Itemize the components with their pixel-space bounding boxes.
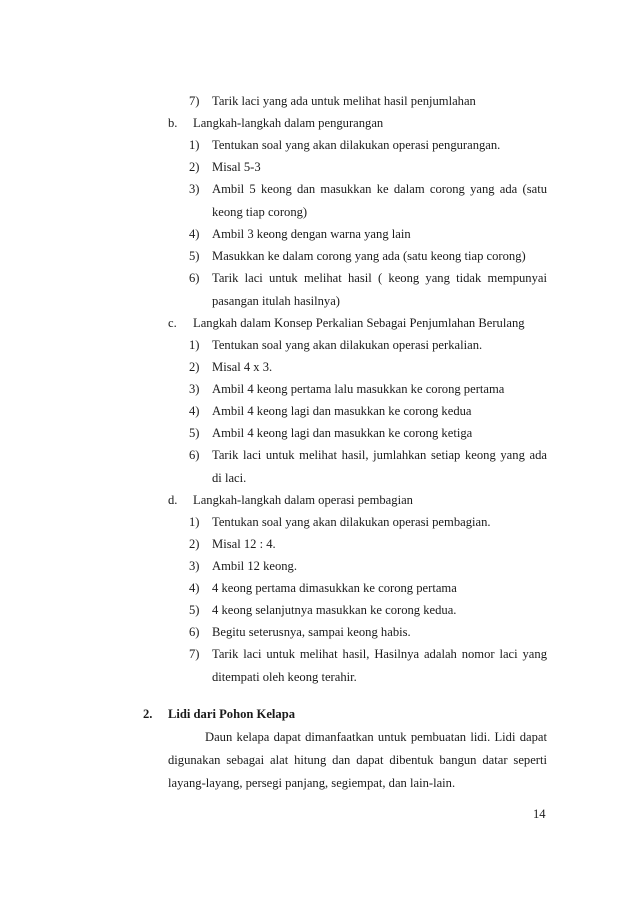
list-number: 4) [189,227,200,241]
list-number: 4) [189,581,200,595]
list-item-text: Misal 5-3 [212,160,261,174]
list-item-text: 4 keong selanjutnya masukkan ke corong kedua. [212,603,457,617]
list-item-text: Begitu seterusnya, sampai keong habis. [212,625,411,639]
list-number: 1) [189,515,200,529]
section-marker-b: b. [168,116,178,130]
list-item-text: Misal 4 x 3. [212,360,273,374]
list-number: 2) [189,360,200,374]
list-number: 1) [189,338,200,352]
list-number: 3) [189,382,200,396]
list-item-text: Misal 12 : 4. [212,537,276,551]
list-item-text: Tarik laci untuk melihat hasil, Hasilnya adalah nomor laci yang [212,647,547,661]
list-item-continuation: ditempati oleh keong terahir. [212,670,357,684]
list-number: 6) [189,625,200,639]
section-number: 2. [143,707,153,721]
list-item-continuation: di laci. [212,471,247,485]
paragraph-line: layang-layang, persegi panjang, segiempat, dan lain-lain. [168,776,456,790]
list-number: 2) [189,160,200,174]
list-number: 2) [189,537,200,551]
list-item-text: Tentukan soal yang akan dilakukan operasi pengurangan. [212,138,501,152]
paragraph-line: Daun kelapa dapat dimanfaatkan untuk pembuatan lidi. Lidi dapat [205,730,547,744]
list-item-text: Tarik laci yang ada untuk melihat hasil penjumlahan [212,94,476,108]
list-number: 7) [189,94,200,108]
list-item-text: Tentukan soal yang akan dilakukan operasi perkalian. [212,338,483,352]
list-item-text: Ambil 12 keong. [212,559,298,573]
list-item-text: Ambil 3 keong dengan warna yang lain [212,227,411,241]
list-number: 3) [189,559,200,573]
list-item-text: Tarik laci untuk melihat hasil, jumlahkan setiap keong yang ada [212,448,547,462]
list-number: 5) [189,249,200,263]
list-number: 6) [189,271,200,285]
page-number: 14 [533,807,546,821]
list-item-text: Ambil 5 keong dan masukkan ke dalam corong yang ada (satu [212,182,547,196]
list-number: 5) [189,426,200,440]
paragraph-line: digunakan sebagai alat hitung dan dapat dibentuk bangun datar seperti [168,753,547,767]
list-item-text: Ambil 4 keong pertama lalu masukkan ke corong pertama [212,382,505,396]
list-item-text: Masukkan ke dalam corong yang ada (satu keong tiap corong) [212,249,526,263]
section-title-d: Langkah-langkah dalam operasi pembagian [193,493,413,507]
list-number: 6) [189,448,200,462]
list-number: 5) [189,603,200,617]
list-item-text: Tarik laci untuk melihat hasil ( keong yang tidak mempunyai [212,271,547,285]
section-heading: Lidi dari Pohon Kelapa [168,707,296,721]
list-item-text: Ambil 4 keong lagi dan masukkan ke corong kedua [212,404,472,418]
list-item-text: Ambil 4 keong lagi dan masukkan ke corong ketiga [212,426,473,440]
section-title-b: Langkah-langkah dalam pengurangan [193,116,384,130]
list-number: 3) [189,182,200,196]
section-marker-c: c. [168,316,177,330]
section-marker-d: d. [168,493,178,507]
list-item-continuation: keong tiap corong) [212,205,308,219]
list-item-text: Tentukan soal yang akan dilakukan operasi pembagian. [212,515,491,529]
list-number: 1) [189,138,200,152]
section-title-c: Langkah dalam Konsep Perkalian Sebagai Penjumlahan Berulang [193,316,525,330]
list-item-text: 4 keong pertama dimasukkan ke corong pertama [212,581,457,595]
list-number: 7) [189,647,200,661]
list-item-continuation: pasangan itulah hasilnya) [212,294,340,308]
list-number: 4) [189,404,200,418]
